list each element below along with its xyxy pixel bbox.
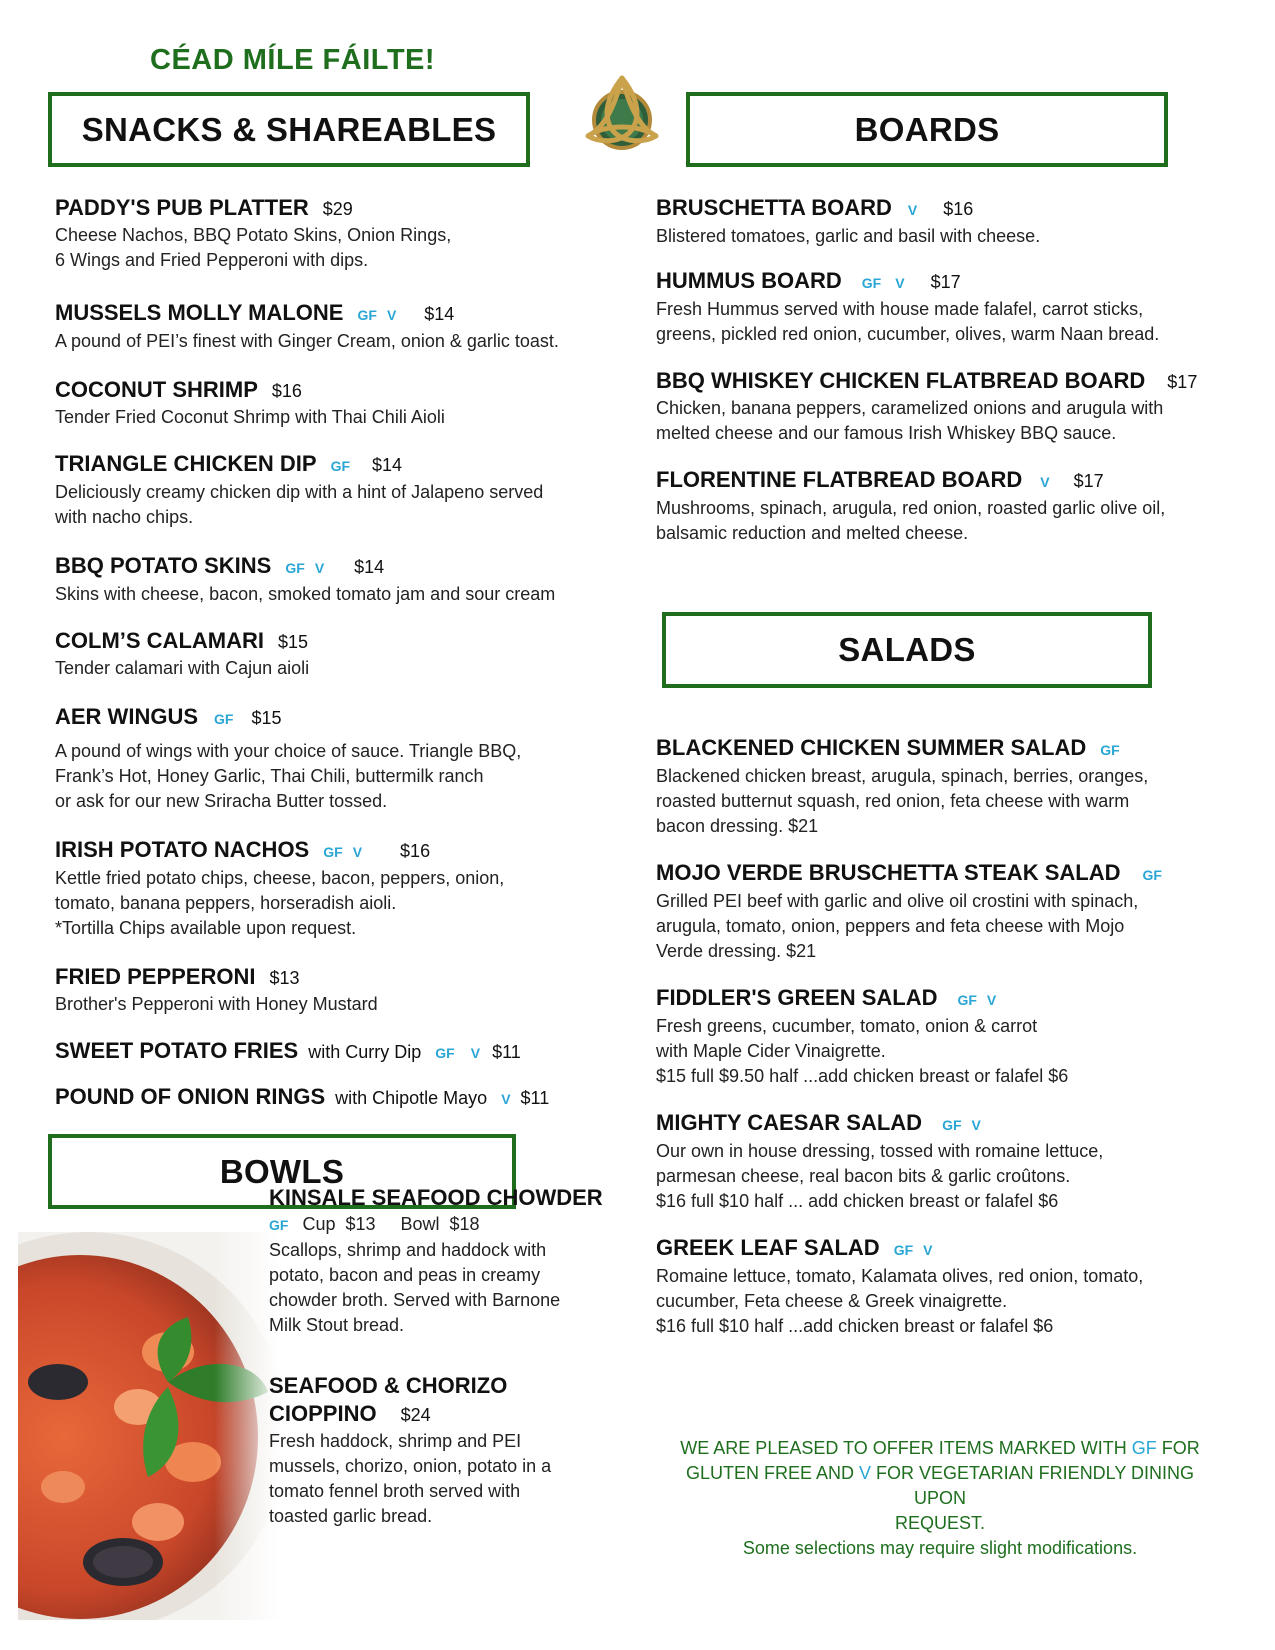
item-price: $11 [492,1042,521,1062]
menu-item [55,703,615,814]
item-price: $14 [424,304,455,324]
section-title: SNACKS & SHAREABLES [81,110,497,148]
item-name: COLM’S CALAMARI [55,628,264,653]
item-description: Grilled PEI beef with garlic and olive oil crostini with spinach, [656,891,1139,911]
notice-text: GLUTEN FREE AND [685,1463,859,1483]
item-description: balsamic reduction and melted cheese. [656,523,969,543]
item-description: *Tortilla Chips available upon request. [55,918,357,938]
snacks-list [55,194,615,1113]
item-description: parmesan cheese, real bacon bits & garlic croûtons. [656,1166,1071,1186]
item-side: with Curry Dip [308,1042,422,1062]
menu-item [55,1037,615,1067]
item-description: with nacho chips. [55,507,194,527]
v-tag: V [907,202,918,218]
gf-tag: GF [285,560,305,576]
menu-item [55,299,615,354]
item-side: with Chipotle Mayo [335,1088,488,1108]
item-price: $11 [520,1088,550,1108]
gf-tag: GF [330,458,351,474]
gf-tag: GF [957,992,977,1008]
item-name: BBQ WHISKEY CHICKEN FLATBREAD BOARD [656,368,1146,393]
menu-item [656,367,1256,446]
section-title: BOWLS [219,1152,345,1190]
v-tag: V [971,1117,981,1133]
salads-list [656,734,1256,1339]
item-price: $15 [277,632,309,652]
item-description: Skins with cheese, bacon, smoked tomato jam and sour cream [55,584,556,604]
item-description: Brother's Pepperoni with Honey Mustard [55,994,378,1014]
item-description: Blackened chicken breast, arugula, spinach, berries, oranges, [656,766,1149,786]
item-description: Fresh Hummus served with house made falafel, carrot sticks, [656,299,1144,319]
v-tag: V [470,1045,481,1061]
item-description: $15 full $9.50 half ...add chicken breast or falafel $6 [656,1066,1069,1086]
v-tag: V [501,1091,511,1107]
item-description: Kettle fried potato chips, cheese, bacon, peppers, onion, [55,868,505,888]
item-description: Frank’s Hot, Honey Garlic, Thai Chili, buttermilk ranch [55,766,484,786]
item-name: FLORENTINE FLATBREAD BOARD [656,467,1023,492]
item-name: BRUSCHETTA BOARD [656,195,892,220]
section-title: BOARDS [854,110,1000,148]
menu-item [656,267,1256,347]
item-description: greens, pickled red onion, cucumber, olives, warm Naan bread. [656,324,1160,344]
item-description: Scallops, shrimp and haddock with [269,1240,547,1260]
v-tag: V [986,992,997,1008]
item-price: $15 [251,708,282,728]
gf-tag: GF [357,307,377,323]
item-description: Chicken, banana peppers, caramelized onions and arugula with [656,398,1164,418]
menu-item [656,1109,1256,1214]
item-description: Cheese Nachos, BBQ Potato Skins, Onion Rings, [55,225,452,245]
item-name: MOJO VERDE BRUSCHETTA STEAK SALAD [656,860,1121,885]
item-name: HUMMUS BOARD [656,268,842,293]
item-description: toasted garlic bread. [269,1506,433,1526]
section-header-snacks [48,92,530,167]
item-price: $16 [400,841,431,861]
notice-text: Some selections may require slight modifications. [742,1538,1138,1558]
notice-text: FOR [1156,1438,1200,1458]
item-price: $14 [372,455,403,475]
item-price: $17 [1167,372,1198,392]
item-price: $16 [271,381,302,401]
item-description: Milk Stout bread. [269,1315,405,1335]
gf-tag: GF [1100,742,1120,758]
section-title: SALADS [838,631,976,668]
item-price: $16 [943,199,974,219]
menu-item [55,1083,615,1113]
item-description: Tender Fried Coconut Shrimp with Thai Chili Aioli [55,407,445,427]
item-name: SWEET POTATO FRIES [55,1038,299,1063]
item-description: tomato, banana peppers, horseradish aioli. [55,893,397,913]
item-description: mussels, chorizo, onion, potato in a [269,1456,552,1476]
notice-text: WE ARE PLEASED TO OFFER ITEMS MARKED WITH [680,1438,1132,1458]
item-description: Blistered tomatoes, garlic and basil with cheese. [656,226,1041,246]
v-tag: V [923,1242,933,1258]
item-name: COCONUT SHRIMP [55,377,258,402]
section-header-boards [686,92,1168,167]
menu-item [656,859,1256,964]
menu-item [269,1372,599,1529]
v-tag: V [895,275,905,291]
gf-tag: GF [1142,867,1162,883]
item-name: BBQ POTATO SKINS [55,553,272,578]
item-price: $14 [354,557,385,577]
menu-item [55,963,615,1017]
seafood-bowl-image [18,1232,280,1620]
item-description: Mushrooms, spinach, arugula, red onion, roasted garlic olive oil, [656,498,1166,518]
notice-text: FOR VEGETARIAN FRIENDLY DINING UPON [871,1463,1195,1508]
v-tag: V [314,560,325,576]
boards-list [656,194,1256,546]
item-description: arugula, tomato, onion, peppers and feta cheese with Mojo [656,916,1125,936]
item-name: KINSALE SEAFOOD CHOWDER [269,1185,603,1210]
item-description: Verde dressing. $21 [656,941,817,961]
item-name: GREEK LEAF SALAD [656,1235,880,1260]
item-description: roasted butternut squash, red onion, feta cheese with warm [656,791,1130,811]
menu-item [55,194,615,273]
gf-tag: GF [269,1217,289,1233]
item-description: Fresh haddock, shrimp and PEI [269,1431,522,1451]
menu-item [55,552,615,607]
item-name: CIOPPINO [269,1401,377,1426]
menu-item [656,466,1256,546]
item-price: $24 [400,1405,431,1425]
item-description: tomato fennel broth served with [269,1481,521,1501]
item-description: Deliciously creamy chicken dip with a hint of Jalapeno served [55,482,544,502]
gf-tag: GF [323,844,343,860]
notice-text: REQUEST. [894,1513,986,1533]
item-description: Fresh greens, cucumber, tomato, onion & carrot [656,1016,1038,1036]
item-description: A pound of wings with your choice of sauce. Triangle BBQ, [55,741,522,761]
item-description: melted cheese and our famous Irish Whiskey BBQ sauce. [656,423,1117,443]
menu-item [656,194,1256,249]
item-price: $29 [322,199,353,219]
item-description: A pound of PEI’s finest with Ginger Cream, onion & garlic toast. [55,331,559,351]
section-header-salads [662,612,1152,688]
menu-item [656,1234,1256,1339]
item-description: bacon dressing. $21 [656,816,819,836]
greeting-title: CÉAD MÍLE FÁILTE! [150,44,436,76]
item-description: chowder broth. Served with Barnone [269,1290,561,1310]
item-name: FRIED PEPPERONI [55,964,256,989]
item-description: potato, bacon and peas in creamy [269,1265,541,1285]
gf-tag: GF [435,1045,455,1061]
menu-item [656,734,1256,839]
bowls-list [269,1184,603,1529]
item-name: PADDY'S PUB PLATTER [55,195,309,220]
menu-item [55,376,615,430]
item-description: $16 full $10 half ...add chicken breast or falafel $6 [656,1316,1054,1336]
gf-tag: GF [861,275,882,291]
item-description: $16 full $10 half ... add chicken breast or falafel $6 [656,1191,1059,1211]
item-name: IRISH POTATO NACHOS [55,837,310,862]
menu-item [55,627,615,681]
menu-item [55,836,615,941]
gf-tag: GF [1131,1438,1157,1458]
item-description: 6 Wings and Fried Pepperoni with dips. [55,250,369,270]
item-description: Tender calamari with Cajun aioli [55,658,310,678]
menu-item [269,1184,603,1338]
item-description: cucumber, Feta cheese & Greek vinaigrette. [656,1291,1008,1311]
item-name: AER WINGUS [55,704,198,729]
item-price: $13 [269,968,300,988]
v-tag: V [858,1463,871,1483]
item-description: with Maple Cider Vinaigrette. [656,1041,886,1061]
v-tag: V [352,844,363,860]
dietary-notice [660,1436,1220,1561]
item-name: FIDDLER'S GREEN SALAD [656,985,938,1010]
menu-item [55,450,615,530]
gf-tag: GF [942,1117,962,1133]
celtic-knot-icon [578,72,666,156]
item-name: POUND OF ONION RINGS [55,1084,326,1109]
item-description: or ask for our new Sriracha Butter tossed. [55,791,388,811]
item-name: MUSSELS MOLLY MALONE [55,300,344,325]
gf-tag: GF [893,1242,914,1258]
item-description: Our own in house dressing, tossed with romaine lettuce, [656,1141,1104,1161]
item-name: SEAFOOD & CHORIZO [269,1373,508,1398]
gf-tag: GF [214,711,234,727]
item-name: MIGHTY CAESAR SALAD [656,1110,923,1135]
v-tag: V [1040,474,1050,490]
item-price: $17 [1073,471,1104,491]
menu-item [656,984,1256,1089]
item-name: BLACKENED CHICKEN SUMMER SALAD [656,735,1087,760]
item-description: Romaine lettuce, tomato, Kalamata olives, red onion, tomato, [656,1266,1144,1286]
item-name: TRIANGLE CHICKEN DIP [55,451,317,476]
item-price: Cup $13 Bowl $18 [302,1214,480,1234]
item-price: $17 [930,272,961,292]
v-tag: V [386,307,397,323]
